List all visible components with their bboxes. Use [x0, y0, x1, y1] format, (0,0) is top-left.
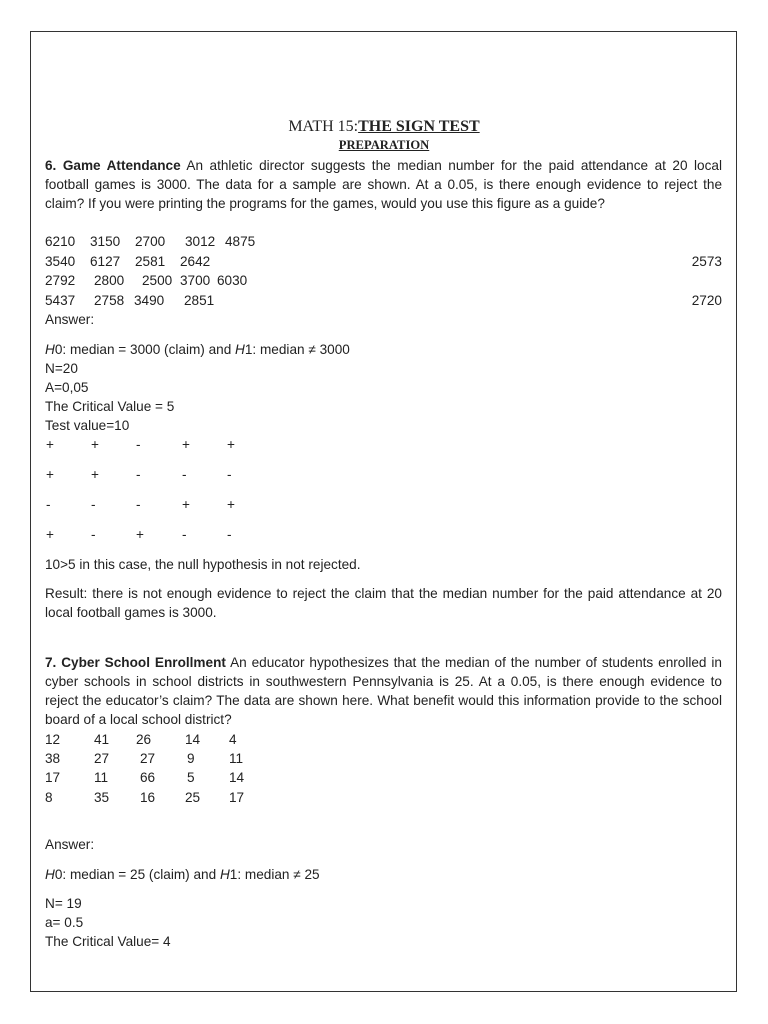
problem-6-data-row: 5437 2758 3490 2851 2720 [45, 293, 722, 308]
problem-6-sign-row: + - + - - [46, 527, 232, 542]
problem-7-data-row: 38 27 27 9 11 [45, 751, 244, 766]
problem-6-conclusion: 10>5 in this case, the null hypothesis in not rejected. [45, 557, 361, 572]
problem-7-statement: 7. Cyber School Enrollment An educator hypothesizes that the median of the number of students enrolled in cyber schools in school districts in southwestern Pennsylvania is 25. At a 0.05, is there enough evidence to reject the educator’s claim? The data are shown here. What benefit would this information provide to the school board of a local school district? [45, 655, 722, 727]
problem-6-sign-row: + + - - - [46, 467, 232, 482]
problem-7-alpha: a= 0.5 [45, 915, 84, 930]
problem-7-data-row: 8 35 16 25 17 [45, 790, 245, 805]
problem-7-data-row: 17 11 66 5 14 [45, 770, 245, 785]
problem-6-test-value: Test value=10 [45, 418, 130, 433]
problem-7-data-row: 12 41 26 14 4 [45, 732, 237, 747]
problem-6-sign-row: - - - + + [46, 497, 235, 512]
problem-6-sample-size: N=20 [45, 361, 78, 376]
problem-6-data-row: 2792 2800 2500 3700 6030 [45, 273, 248, 288]
problem-7-hypotheses: H0: median = 25 (claim) and H1: median ≠ 25 [45, 867, 320, 882]
problem-6-statement: 6. Game Attendance An athletic director suggests the median number for the paid attendance at 20 local football games is 3000. The data for a sample are shown. At a 0.05, is there enough evidence to reject the claim? If you were printing the programs for the games, would you use this figure as a guide? [45, 158, 722, 211]
problem-6-hypotheses: H0: median = 3000 (claim) and H1: median ≠ 3000 [45, 342, 350, 357]
problem-7-critical-value: The Critical Value= 4 [45, 934, 171, 949]
problem-7-answer-label: Answer: [45, 837, 95, 852]
page-subtitle: PREPARATION [338, 138, 430, 152]
problem-6-result: Result: there is not enough evidence to reject the claim that the median number for the paid attendance at 20 local football games is 3000. [45, 586, 722, 620]
problem-6-data-row: 6210 3150 2700 3012 4875 [45, 234, 256, 249]
problem-6-heading: 6. Game Attendance [45, 158, 181, 173]
problem-6-data-row: 3540 6127 2581 2642 2573 [45, 254, 722, 269]
problem-6-answer-label: Answer: [45, 312, 95, 327]
problem-6-sign-row: + + - + + [46, 437, 235, 452]
problem-6-critical-value: The Critical Value = 5 [45, 399, 175, 414]
problem-6-alpha: A=0,05 [45, 380, 89, 395]
page-title: MATH 15:THE SIGN TEST [288, 118, 480, 135]
problem-7-heading: 7. Cyber School Enrollment [45, 655, 226, 670]
problem-7-sample-size: N= 19 [45, 896, 82, 911]
